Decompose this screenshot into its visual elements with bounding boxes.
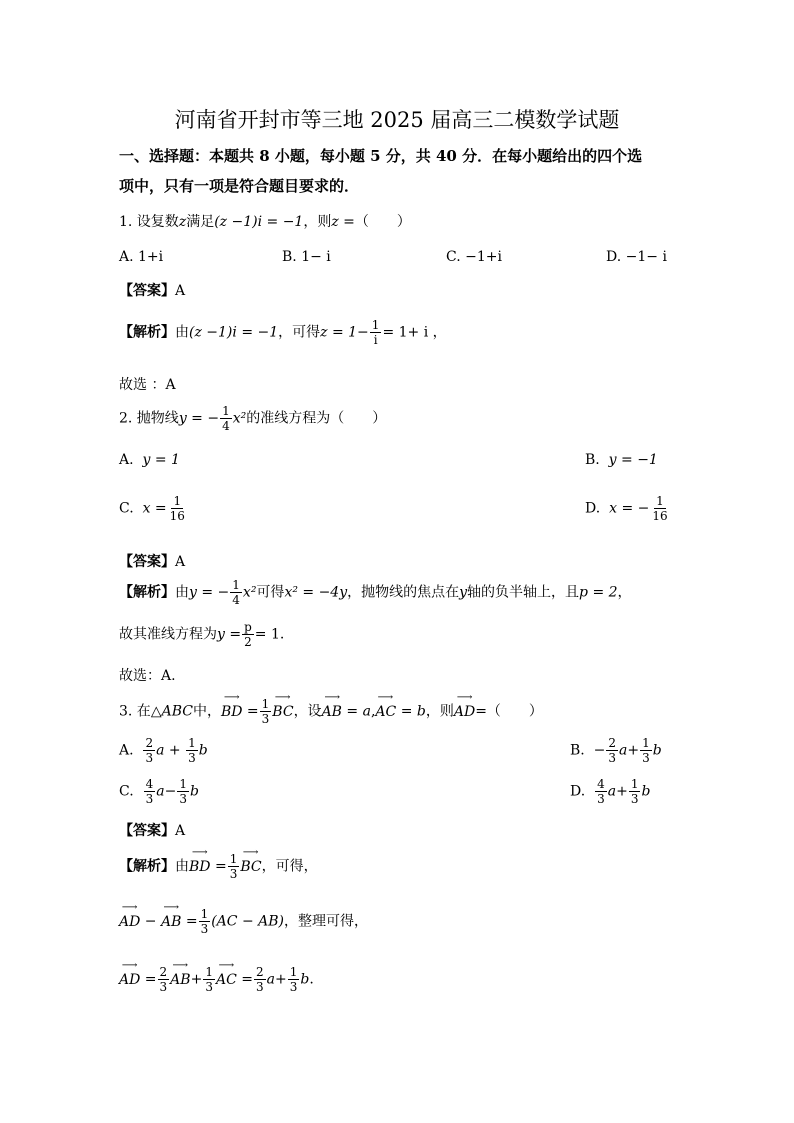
q2-analysis-den: 4 [232,593,240,607]
q2-analysis-pre: 由 [175,584,189,601]
q2-answer-label: 【答案】 [119,554,175,570]
q3-step2-d1: 3 [159,980,168,994]
q3-stem-pre: 3. 在 [119,703,151,720]
q3-vector-ad: ⟶ AD [454,704,475,720]
q3-frac-den: 3 [261,712,270,726]
q1-conclusion: 故选 ：A [119,377,176,393]
q3-vector-ab: ⟶ AB [322,704,342,720]
q1-stem [119,211,411,231]
q2-analysis-fraction [230,578,242,607]
q3-option-b-v1: a [619,742,628,759]
q3-step2-ab: ⟶ AB [170,972,190,988]
q3-option-a-c2d: 3 [188,751,196,765]
q3-step2-frac2 [203,965,215,994]
q1-analysis-eq: (z −1)i = −1 [189,324,279,341]
section-heading-line1: 一、选择题：本题共 8 小题，每小题 5 分，共 40 分．在每小题给出的四个选 [119,147,643,165]
q3-option-a-c1d: 3 [145,751,154,765]
q3-option-a-label: A. [119,742,134,759]
q2-analysis-mid3: 轴的负半轴上，且 [467,584,580,601]
q1-z-eq: z = [331,214,355,230]
q3-option-a-v1: a [156,742,165,759]
q2-option-c-den: 16 [169,509,185,523]
q3-step2-ac: ⟶ AC [216,972,237,988]
q3-option-d-c1n: 4 [597,777,605,791]
q3-option-b-c1d: 3 [608,751,617,765]
q2-analysis-label: 【解析】 [119,584,175,601]
q3-step2 [119,965,314,994]
q3-vector-bd: ⟶ BD [221,704,243,720]
q2-analysis-num: 1 [232,578,240,592]
q3-step2-eq2: = [241,971,253,988]
q3-analysis-fraction [228,852,240,881]
q3-option-a-frac2 [186,736,198,765]
q2-analysis-x2: x² [242,584,257,601]
q3-answer-value: A [175,823,186,839]
q3-option-a [119,736,208,765]
q3-step2-eq: = [144,971,157,988]
q3-option-c-v2: b [189,783,199,800]
q2-analysis-mid2: ，抛物线的焦点在 [347,584,460,601]
q2-frac-den: 4 [222,419,230,433]
q3-vector-ac: ⟶ AC [375,704,396,720]
q1-frac-den: i [373,333,378,347]
q3-option-b-frac1 [606,736,618,765]
q1-analysis-label: 【解析】 [119,324,175,341]
q3-step1 [119,907,368,936]
q3-analysis-vector-bd: ⟶ BD [189,859,211,875]
q3-stem-mid1: 中， [192,703,221,720]
q2-analysis-mid1: 可得 [256,584,285,601]
q3-option-d-frac2 [629,777,641,806]
q3-stem: 3. 在△ABC中，⟶ BD = $\frac{1}{3}$ ⟶ BC，设⟶ AB = a,⟶ AC = b，则⟶ AD=（ ） [119,697,543,726]
section-heading-line2: 项中，只有一项是符合题目要求的． [119,177,360,195]
q3-step2-end: . [309,971,314,988]
q2-line2-fraction [242,620,254,649]
q2-x2: x² [232,410,247,427]
q3-step2-n2: 1 [205,965,213,979]
q1-answer-label: 【答案】 [119,283,175,299]
q3-analysis-num: 1 [229,852,238,866]
q3-vector-bc: ⟶ BC [272,704,293,720]
q3-option-b-op: + [627,742,640,759]
q3-step1-fraction [199,907,211,936]
q2-analysis-p: p = 2 [579,584,618,601]
q3-option-b-v2: b [652,742,662,759]
q2-line2-y: y = [217,626,242,643]
q2-analysis-y: y = − [189,584,230,601]
q2-stem [119,404,386,433]
q1-option-b: B. 1− i [282,249,331,265]
q3-option-b-frac2 [640,736,652,765]
q3-step2-plus2: + [274,971,287,988]
q3-option-d-op: + [616,783,628,800]
q2-option-b [585,452,658,468]
q2-option-d-den: 16 [652,509,668,523]
q3-eq-third: = [246,703,259,720]
q3-step1-tail: ，整理可得， [284,913,368,930]
q2-line2-end: = 1. [254,626,285,643]
q3-option-a-v2: b [198,742,208,759]
q1-stem-post: ，则 [303,214,332,230]
q3-option-b-sign: − [593,742,606,759]
q2-option-c-label: C. [119,500,134,517]
q1-option-c: C. −1+i [446,249,502,265]
page-title: 河南省开封市等三地 2025 届高三二模数学试题 [174,108,620,132]
q2-frac-num: 1 [222,404,230,418]
q3-option-c-frac2 [177,777,189,806]
q3-step2-b: b [300,971,310,988]
q2-y-eq: y = − [178,410,220,427]
q3-option-d-c1d: 3 [597,792,605,806]
q2-line2-pre: 故其准线方程为 [119,626,217,643]
q2-analysis-line2 [119,620,284,649]
q3-option-d-label: D. [570,783,586,800]
q2-option-d [585,494,671,523]
q3-step2-a: a [266,971,275,988]
q3-step2-n1: 2 [159,965,168,979]
q3-analysis-end: ，可得， [261,858,318,875]
q3-option-b-c2d: 3 [642,751,650,765]
q3-step1-num: 1 [200,907,209,921]
q1-answer [119,280,185,300]
q3-analysis-vector-bc: ⟶ BC [240,859,261,875]
q1-option-a: A. 1+i [119,249,164,265]
q2-option-c-num: 1 [173,494,182,508]
q3-step2-frac4 [288,965,300,994]
q3-option-a-frac1 [143,736,155,765]
q2-stem-pre: 2. 抛物线 [119,410,179,427]
q3-option-c-c2n: 1 [179,777,187,791]
q3-option-d-c2d: 3 [630,792,639,806]
q3-step1-ad: ⟶ AD [119,914,140,930]
q3-step1-paren: (AC − AB) [211,913,284,930]
q2-option-b-expr: y = −1 [608,452,658,468]
q3-answer-label: 【答案】 [119,823,175,839]
q3-step2-n3: 2 [255,965,264,979]
q2-option-d-fraction [650,494,669,523]
q3-step1-minus: − [144,913,157,930]
q3-option-d-c2n: 1 [630,777,639,791]
q3-option-c-c2d: 3 [179,792,187,806]
q3-analysis-pre: 由 [175,858,189,875]
q2-answer [119,551,185,571]
q3-step2-n4: 1 [289,965,298,979]
q3-option-b-c2n: 1 [642,736,650,750]
q2-option-a-label: A. [119,452,134,468]
q3-step2-ad: ⟶ AD [119,972,140,988]
q1-option-d: D. −1− i [606,249,667,265]
q3-step2-d4: 3 [289,980,298,994]
q3-answer [119,820,185,840]
q2-option-b-label: B. [585,452,600,468]
q1-analysis-z: z = 1− [320,324,369,341]
q3-frac-num: 1 [261,697,270,711]
q3-option-c-frac1 [144,777,156,806]
q3-option-a-c1n: 2 [145,736,154,750]
q3-step2-frac1 [158,965,170,994]
q2-option-a [119,452,180,468]
q2-option-d-label: D. [585,500,601,517]
q3-option-a-c2n: 1 [188,736,196,750]
q2-conclusion: 故选：A. [119,668,176,684]
q3-stem-end: =（ ） [475,703,543,720]
q3-step1-ab: ⟶ AB [161,914,181,930]
q2-option-a-expr: y = 1 [142,452,180,468]
q2-option-c-fraction [168,494,187,523]
q1-stem-pre: 1. 设复数 [119,214,179,230]
q3-stem-mid3: ，则 [425,703,454,720]
q3-option-c-c1d: 3 [145,792,154,806]
q3-triangle: △ABC [150,703,193,720]
q1-var-z: z [178,214,187,230]
q3-step2-d3: 3 [255,980,264,994]
q3-option-d-frac1 [595,777,607,806]
q3-step1-eq: = [185,913,198,930]
q1-analysis-end: = 1+ i ， [382,324,447,341]
q1-stem-mid: 满足 [186,214,215,230]
q3-eq-a: = a [346,703,371,720]
q3-option-b-label: B. [570,742,585,759]
q2-analysis-x2b: x² = −4y [284,584,348,601]
q1-analysis-pre: 由 [175,324,189,341]
q3-analysis-label: 【解析】 [119,858,175,875]
q2-answer-value: A [175,554,186,570]
q3-analysis: 【解析】由⟶ BD = $\frac{1}{3}$ ⟶ BC，可得， [119,852,318,881]
q3-step2-d2: 3 [205,980,213,994]
q2-line2-den: 2 [244,635,252,649]
q1-answer-value: A [175,283,186,299]
q2-option-d-num: 1 [656,494,664,508]
q3-option-c-op: − [164,783,177,800]
q2-line2-num: p [244,620,252,634]
q3-step2-frac3 [254,965,266,994]
q3-option-d-v1: a [607,783,617,800]
q3-option-b-c1n: 2 [608,736,617,750]
q1-frac-num: 1 [371,318,380,332]
q3-option-d-v2: b [641,783,651,800]
q3-option-c-v1: a [156,783,165,800]
q2-analysis-yaxis: y [459,584,468,601]
q3-option-c-label: C. [119,783,134,800]
q2-option-c-lhs: x = [142,500,167,517]
q3-analysis-den: 3 [229,867,238,881]
q3-eq-b: = b [400,703,426,720]
q2-option-d-lhs: x = − [609,500,650,517]
q2-fraction [220,404,232,433]
q1-analysis-mid: ，可得 [278,324,321,341]
q3-stem-fraction [260,697,272,726]
q3-step1-den: 3 [200,922,209,936]
q2-analysis [119,578,632,607]
q2-option-c [119,494,188,523]
q2-stem-post: 的准线方程为（ ） [246,410,387,427]
q3-option-c [119,777,199,806]
q1-equation: (z −1)i = −1 [214,214,304,230]
q1-analysis-fraction [370,318,382,347]
q3-option-a-op: + [168,742,181,759]
q3-option-d [570,777,650,806]
q2-analysis-end: ， [617,584,632,601]
q3-option-b [570,736,662,765]
q3-option-c-c1n: 4 [145,777,154,791]
q1-paren: （ ） [354,214,411,230]
q3-step2-plus: + [190,971,203,988]
q3-stem-mid2: ，设 [293,703,322,720]
q1-analysis [119,318,447,347]
